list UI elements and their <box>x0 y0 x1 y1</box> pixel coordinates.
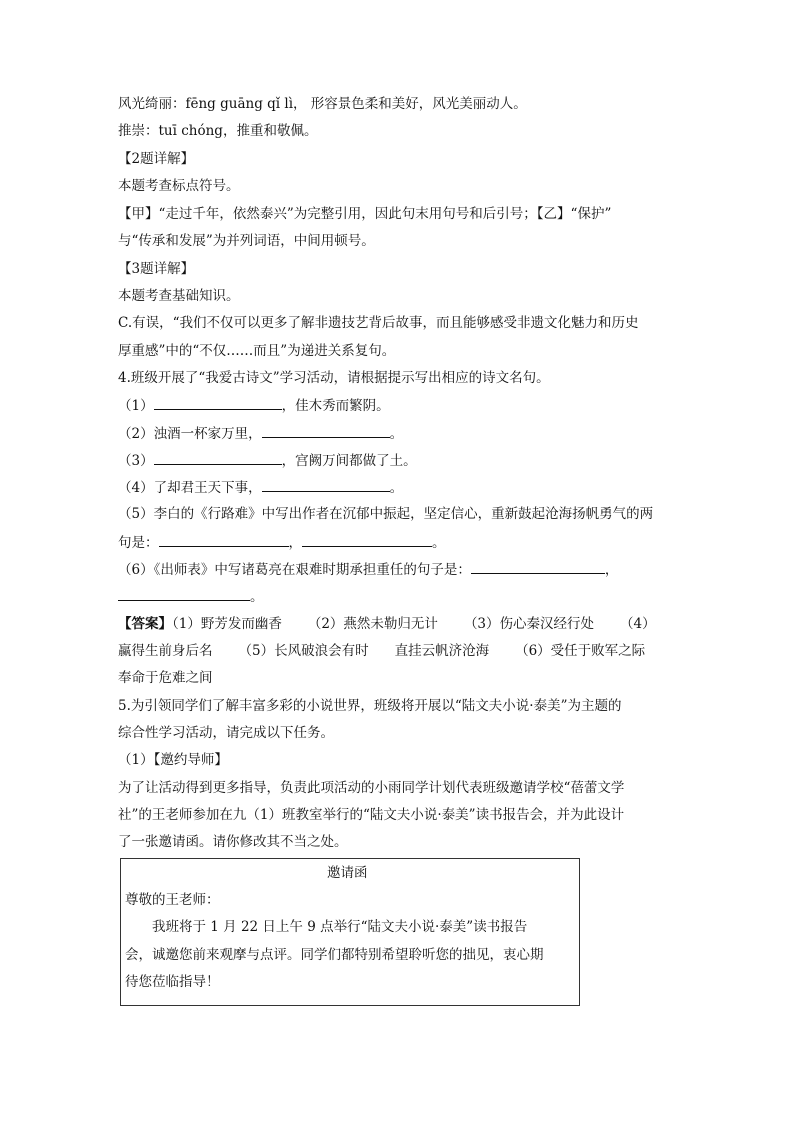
text-line: 综合性学习活动，请完成以下任务。 <box>118 725 334 741</box>
answer-line-1 <box>118 614 656 634</box>
answer-item: （3）伤心秦汉经行处 <box>463 616 595 632</box>
letter-body: 待您莅临指导！ <box>125 974 220 990</box>
section-heading: 【2题详解】 <box>118 151 195 167</box>
answer-line-3: 奉命于危难之间 <box>118 670 213 686</box>
blank-prefix: （3） <box>118 453 154 469</box>
question-title: 5.为引领同学们了解丰富多彩的小说世界，班级将开展以“陆文夫小说·泰美”为主题的 <box>118 698 622 714</box>
answer-line-2 <box>118 641 645 661</box>
blank-separator: ， <box>604 562 619 578</box>
letter-title: 邀请函 <box>327 865 368 881</box>
invitation-letter-box <box>120 858 580 1006</box>
answer-item: （6）受任于败军之际 <box>515 643 646 659</box>
blank-suffix: ，佳木秀而繁阴。 <box>281 398 390 414</box>
text-line: 社”的王老师参加在九（1）班教室举行的“陆文夫小说·泰美”读书报告会，并为此设计 <box>118 807 625 823</box>
blank-prefix: （2）浊酒一杯家万里， <box>118 426 262 442</box>
blank-suffix: 。 <box>250 589 264 605</box>
text-line: 【甲】“走过千年，依然泰兴”为完整引用，因此句末用句号和后引号；【乙】“保护” <box>118 206 612 222</box>
text-line: 与“传承和发展”为并列词语，中间用顿号。 <box>118 233 375 249</box>
answer-blank <box>159 532 289 547</box>
answer-blank <box>471 559 605 574</box>
answer-item: （4） <box>620 616 656 632</box>
fill-blank-6-cont <box>118 586 264 607</box>
blank-prefix: （1） <box>118 398 154 414</box>
fill-blank-5 <box>118 532 446 553</box>
text-line: 为了让活动得到更多指导，负责此项活动的小雨同学计划代表班级邀请学校“蓓蕾文学 <box>118 780 625 796</box>
fill-blank-6 <box>118 559 618 580</box>
fill-blank-1 <box>118 395 390 416</box>
fill-blank-2 <box>118 423 403 444</box>
answer-item: （2）燕然未勒归无计 <box>307 616 438 632</box>
text-line: C.有误，“我们不仅可以更多了解非遗技艺背后故事，而且能够感受非遗文化魅力和历史 <box>118 315 639 331</box>
task-heading: （1）【邀约导师】 <box>118 752 228 768</box>
answer-blank <box>262 423 390 438</box>
answer-item: 赢得生前身后名 <box>118 643 213 659</box>
letter-body: 我班将于 1 月 22 日上午 9 点举行“陆文夫小说·泰美”读书报告 <box>152 919 528 935</box>
blank-prefix: （6）《出师表》中写诸葛亮在艰难时期承担重任的句子是： <box>118 562 471 578</box>
text-line: 了一张邀请函。请你修改其不当之处。 <box>118 834 348 850</box>
answer-blank <box>302 532 432 547</box>
section-heading: 【3题详解】 <box>118 261 195 277</box>
answer-item: 直挂云帆济沧海 <box>394 643 490 659</box>
letter-body: 会，诚邀您前来观摩与点评。同学们都特别希望聆听您的拙见，衷心期 <box>125 947 544 963</box>
blank-suffix: 。 <box>389 480 404 496</box>
answer-item: （1）野芳发而幽香 <box>172 616 282 632</box>
answer-blank <box>154 395 282 410</box>
answer-item: （5）长风破浪会有时 <box>238 643 369 659</box>
answer-blank <box>118 586 250 601</box>
answer-blank <box>154 450 282 465</box>
blank-separator: ， <box>288 535 302 551</box>
answer-blank <box>262 477 390 492</box>
text-line: 本题考查基础知识。 <box>118 288 240 304</box>
blank-suffix: 。 <box>432 535 446 551</box>
text-line: 风光绮丽：fēng guāng qǐ lì， 形容景色柔和美好，风光美丽动人。 <box>118 96 527 112</box>
blank-prefix: 句是： <box>118 535 159 551</box>
blank-suffix: ，宫阙万间都做了土。 <box>281 453 417 469</box>
fill-blank-5-prompt: （5）李白的《行路难》中写出作者在沉郁中振起，坚定信心，重新鼓起沧海扬帆勇气的两 <box>118 506 654 522</box>
fill-blank-4 <box>118 477 403 498</box>
question-title: 4.班级开展了“我爱古诗文”学习活动，请根据提示写出相应的诗文名句。 <box>118 370 550 386</box>
text-line: 本题考查标点符号。 <box>118 178 240 194</box>
text-line: 推崇：tuī chóng，推重和敬佩。 <box>118 123 318 139</box>
blank-suffix: 。 <box>389 426 404 442</box>
blank-prefix: （4）了却君王天下事， <box>118 480 262 496</box>
fill-blank-3 <box>118 450 417 471</box>
text-line: 厚重感”中的“不仅……而且”为递进关系复句。 <box>118 343 396 359</box>
letter-salutation: 尊敬的王老师： <box>125 892 220 908</box>
answer-label: 【答案】 <box>118 616 172 632</box>
